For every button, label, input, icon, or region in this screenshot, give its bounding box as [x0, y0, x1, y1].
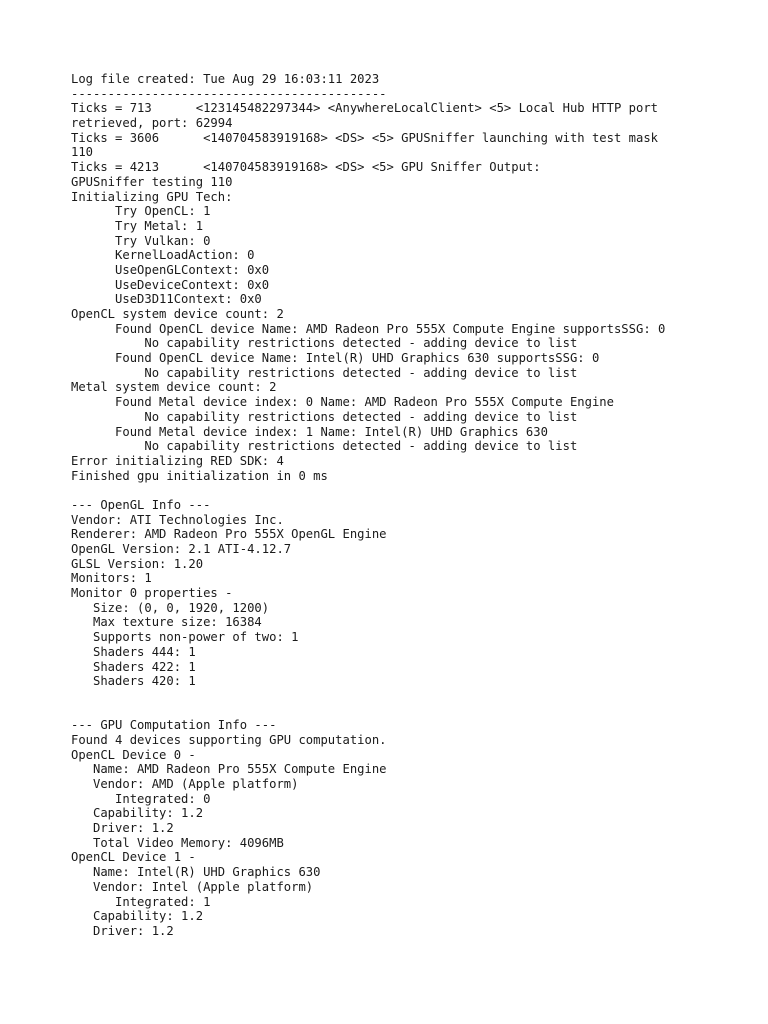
log-line: UseOpenGLContext: 0x0 — [71, 262, 270, 277]
log-line: No capability restrictions detected - adding device to list — [71, 439, 578, 454]
log-line: Try Metal: 1 — [71, 218, 204, 233]
log-line: Driver: 1.2 — [71, 923, 174, 938]
log-line: Shaders 444: 1 — [71, 644, 196, 659]
log-line: OpenCL system device count: 2 — [71, 307, 284, 321]
log-line: 110 — [71, 145, 94, 160]
log-line: Integrated: 0 — [71, 791, 211, 806]
log-line: UseDeviceContext: 0x0 — [71, 277, 270, 292]
log-line: Name: Intel(R) UHD Graphics 630 — [71, 865, 321, 880]
log-line: Found Metal device index: 1 Name: Intel(R) UHD Graphics 630 — [71, 424, 548, 439]
log-line: Try OpenCL: 1 — [71, 204, 211, 219]
log-line: Total Video Memory: 4096MB — [71, 835, 284, 850]
log-line: No capability restrictions detected - adding device to list — [71, 365, 578, 380]
log-line: Monitors: 1 — [71, 571, 152, 586]
log-text — [71, 72, 751, 939]
log-line: Capability: 1.2 — [71, 806, 204, 821]
log-line: Shaders 420: 1 — [71, 674, 196, 689]
log-line: Error initializing RED SDK: 4 — [71, 453, 284, 468]
log-line: Driver: 1.2 — [71, 821, 174, 836]
log-line: Finished gpu initialization in 0 ms — [71, 468, 328, 483]
log-line: GLSL Version: 1.20 — [71, 556, 204, 571]
log-line: No capability restrictions detected - adding device to list — [71, 336, 578, 351]
log-line: Vendor: AMD (Apple platform) — [71, 777, 299, 791]
log-line: Integrated: 1 — [71, 894, 211, 909]
log-line: UseD3D11Context: 0x0 — [71, 292, 262, 307]
log-line: Renderer: AMD Radeon Pro 555X OpenGL Engine — [71, 527, 387, 542]
log-line: Log file created: Tue Aug 29 16:03:11 2023 — [71, 72, 380, 86]
log-line: retrieved, port: 62994 — [71, 116, 233, 131]
log-line: Ticks = 713 <123145482297344> <AnywhereLocalClient> <5> Local Hub HTTP port — [71, 101, 658, 116]
log-line: ------------------------------------------- — [71, 86, 387, 101]
log-line: Monitor 0 properties - — [71, 586, 233, 601]
log-line: Try Vulkan: 0 — [71, 233, 211, 248]
log-line: Name: AMD Radeon Pro 555X Compute Engine — [71, 762, 387, 777]
log-line — [71, 704, 751, 719]
log-line: Found OpenCL device Name: AMD Radeon Pro 555X Compute Engine supportsSSG: 0 — [71, 321, 666, 336]
log-line: OpenGL Version: 2.1 ATI-4.12.7 — [71, 542, 292, 556]
log-line: --- OpenGL Info --- — [71, 497, 211, 512]
log-line: Found 4 devices supporting GPU computation. — [71, 732, 387, 747]
log-line: Max texture size: 16384 — [71, 615, 262, 630]
log-line: GPUSniffer testing 110 — [71, 174, 233, 189]
log-line: Supports non-power of two: 1 — [71, 630, 299, 645]
log-line — [71, 483, 751, 498]
log-line: KernelLoadAction: 0 — [71, 248, 255, 263]
log-line — [71, 689, 751, 704]
log-line: Size: (0, 0, 1920, 1200) — [71, 600, 270, 615]
log-line: Initializing GPU Tech: — [71, 189, 233, 204]
log-line: Found Metal device index: 0 Name: AMD Radeon Pro 555X Compute Engine — [71, 395, 614, 410]
log-line: --- GPU Computation Info --- — [71, 718, 277, 733]
log-line: Vendor: ATI Technologies Inc. — [71, 512, 284, 527]
log-line: No capability restrictions detected - adding device to list — [71, 409, 578, 424]
log-line: Capability: 1.2 — [71, 909, 204, 924]
log-line: Vendor: Intel (Apple platform) — [71, 879, 314, 894]
log-line: Found OpenCL device Name: Intel(R) UHD Graphics 630 supportsSSG: 0 — [71, 351, 600, 366]
log-line: Metal system device count: 2 — [71, 380, 277, 395]
log-line: Ticks = 3606 <140704583919168> <DS> <5> GPUSniffer launching with test mask — [71, 130, 658, 145]
log-line: OpenCL Device 0 - — [71, 747, 196, 762]
log-line: Ticks = 4213 <140704583919168> <DS> <5> GPU Sniffer Output: — [71, 160, 541, 175]
log-line: OpenCL Device 1 - — [71, 850, 196, 865]
log-line: Shaders 422: 1 — [71, 659, 196, 674]
